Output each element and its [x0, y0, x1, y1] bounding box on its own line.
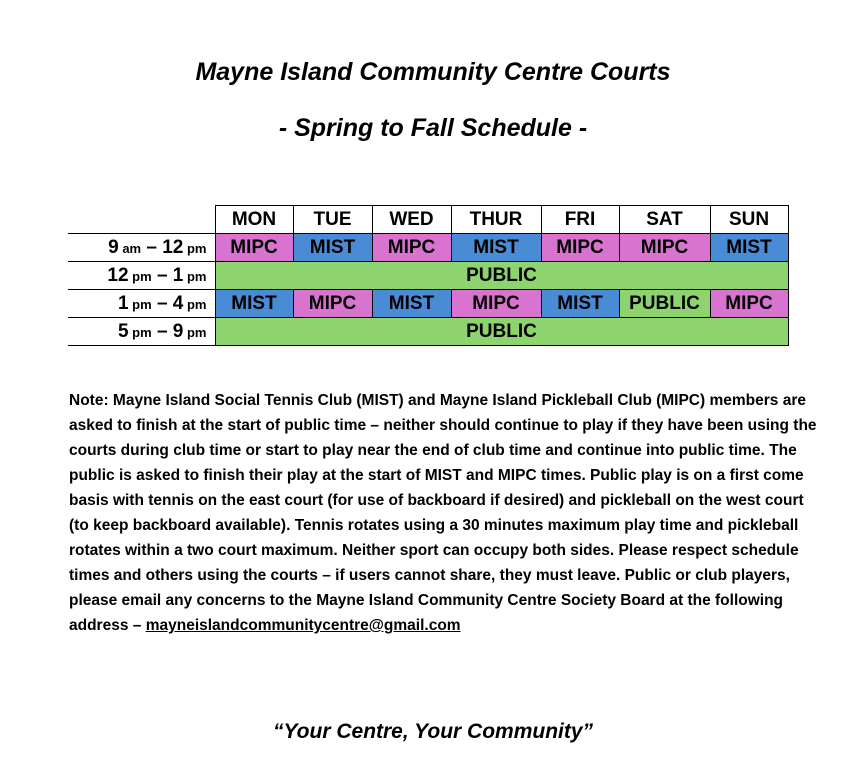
time-u1: pm [128, 268, 152, 284]
schedule-row [68, 262, 788, 290]
schedule-row [68, 318, 788, 346]
slot-public: PUBLIC [215, 262, 788, 290]
day-header-wed: WED [372, 206, 451, 234]
email-link[interactable]: mayneislandcommunitycentre@gmail.com [145, 617, 461, 634]
slot-public: PUBLIC [215, 318, 788, 346]
time-cell [68, 262, 215, 290]
time-u2: pm [183, 268, 207, 284]
time-cell [68, 234, 215, 262]
slot-mist: MIST [293, 234, 372, 262]
motto: “Your Centre, Your Community” [272, 720, 594, 743]
slot-public: PUBLIC [619, 290, 710, 318]
time-u1: pm [128, 296, 152, 312]
day-header-mon: MON [215, 206, 293, 234]
time-u1: am [118, 240, 142, 256]
slot-mist: MIST [541, 290, 619, 318]
slot-mist: MIST [372, 290, 451, 318]
slot-mipc: MIPC [619, 234, 710, 262]
time-t1: 5 [117, 320, 129, 342]
day-header-tue: TUE [293, 206, 372, 234]
page-subtitle: - Spring to Fall Schedule - [278, 114, 588, 142]
schedule-row [68, 234, 788, 262]
time-t2: 1 [172, 264, 184, 286]
time-t1: 1 [117, 292, 129, 314]
slot-mist: MIST [710, 234, 788, 262]
slot-mipc: MIPC [215, 234, 293, 262]
schedule-note [69, 388, 819, 638]
slot-mipc: MIPC [710, 290, 788, 318]
time-cell [68, 318, 215, 346]
time-cell [68, 290, 215, 318]
day-header-thur: THUR [451, 206, 541, 234]
time-u2: pm [183, 240, 207, 256]
time-sep: – [141, 236, 163, 258]
slot-mist: MIST [451, 234, 541, 262]
time-sep: – [151, 264, 173, 286]
day-header-sun: SUN [710, 206, 788, 234]
slot-mipc: MIPC [541, 234, 619, 262]
schedule-table [68, 205, 789, 346]
time-t2: 4 [172, 292, 184, 314]
schedule-row [68, 290, 788, 318]
page-title: Mayne Island Community Centre Courts [195, 58, 671, 86]
slot-mipc: MIPC [293, 290, 372, 318]
day-header-sat: SAT [619, 206, 710, 234]
day-header-fri: FRI [541, 206, 619, 234]
corner-cell [68, 206, 215, 234]
slot-mipc: MIPC [451, 290, 541, 318]
time-t1: 12 [107, 264, 129, 286]
time-sep: – [151, 320, 173, 342]
time-t1: 9 [108, 236, 119, 258]
slot-mipc: MIPC [372, 234, 451, 262]
time-t2: 12 [162, 236, 184, 258]
time-u2: pm [183, 324, 207, 340]
time-u2: pm [183, 296, 207, 312]
time-sep: – [151, 292, 173, 314]
time-t2: 9 [172, 320, 184, 342]
header-row [68, 206, 788, 234]
time-u1: pm [128, 324, 152, 340]
note-text: Note: Mayne Island Social Tennis Club (MIST) and Mayne Island Pickleball Club (MIPC) members are asked to finish at the start of public time – neither should continue to play if they have been using the courts during club time or start to play near the end of club time and continue into public time. The public is asked to finish their play at the start of MIST and MIPC times. Public play is on a first come basis with tennis on the east court (for use of backboard if desired) and pickleball on the west court (to keep backboard available). Tennis rotates using a 30 minutes maximum play time and pickleball rotates within a two court maximum. Neither sport can occupy both sides. Please respect schedule times and others using the courts – if users cannot share, they must leave. Public or club players, please email any concerns to the Mayne Island Community Centre Society Board at the following address – [69, 392, 817, 634]
slot-mist: MIST [215, 290, 293, 318]
